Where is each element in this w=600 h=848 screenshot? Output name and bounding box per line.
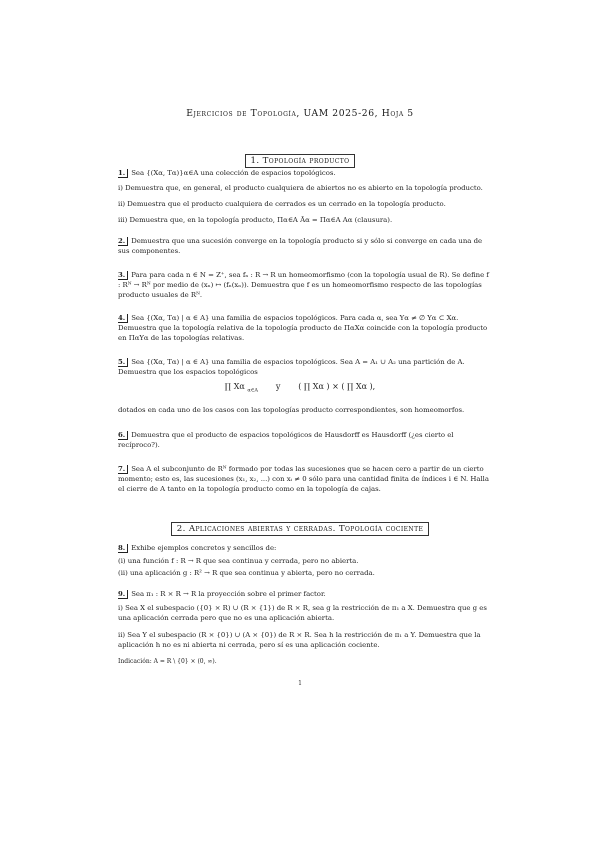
product-right: ( ∏ Xα ) × ( ∏ Xα ),: [298, 382, 376, 391]
exercise-3: 3. Para para cada n ∈ N = Z⁺, sea fₙ : R → R un homeomorfismo (con la topología usual de R). Se define f : Rᴺ → Rᴺ por medio de (xₙ) ↦ (fₙ(xₙ)). Demuestra que f es un homeomorfismo respecto de las topologías producto usuales de Rᴺ.: [118, 271, 489, 300]
page-number: 1: [298, 680, 302, 687]
product-left: ∏ Xα: [224, 382, 245, 391]
exercise-1-intro: 1. Sea {(Xα, Tα)}α∈A una colección de espacios topológicos.: [118, 169, 336, 177]
exercise-number: 8.: [118, 544, 128, 553]
exercise-5: 5. Sea {(Xα, Tα) | α ∈ A} una familia de espacios topológicos. Sea A = A₁ ∪ A₂ una partición de A. Demuestra que los espacios topológicos: [118, 358, 465, 377]
exercise-4: 4. Sea {(Xα, Tα) | α ∈ A} una familia de espacios topológicos. Para cada α, sea Yα ≠ ∅ Yα ⊂ Xα. Demuestra que la topología relativa de la topología producto de ΠαXα coincide con la topología producto en ΠαYα de las topologías relativas.: [118, 314, 488, 343]
exercise-number: 4.: [118, 314, 128, 323]
exercise-number: 6.: [118, 431, 128, 440]
section-header-1: 1. Topología producto: [0, 148, 600, 168]
exercise-number: 1.: [118, 169, 128, 178]
exercise-number: 5.: [118, 358, 128, 367]
exercise-6: 6. Demuestra que el producto de espacios topológicos de Hausdorff es Hausdorff (¿es cierto el recíproco?).: [118, 431, 454, 450]
exercise-1-item-iii: iii) Demuestra que, en la topología producto, Πα∈A Āα = Πα∈A Aα (clausura).: [118, 216, 393, 224]
exercise-1-item-i: i) Demuestra que, en general, el producto cualquiera de abiertos no es abierto en la topología producto.: [118, 184, 483, 192]
exercise-number: 2.: [118, 237, 128, 246]
exercise-8-item-i: (i) una función f : R → R que sea continua y cerrada, pero no abierta.: [118, 557, 359, 565]
exercise-8-item-ii: (ii) una aplicación g : R² → R que sea continua y abierta, pero no cerrada.: [118, 569, 375, 577]
exercise-number: 7.: [118, 465, 128, 474]
exercise-9-hint: Indicación: A = R \ {0} × (0, ∞).: [118, 658, 217, 665]
exercise-1-item-ii: ii) Demuestra que el producto cualquiera de cerrados es un cerrado en la topología producto.: [118, 200, 446, 208]
exercise-9-item-i: i) Sea X el subespacio ({0} × R) ∪ (R × {1}) de R × R, sea g la restricción de π₁ a X. Demuestra que g es una aplicación cerrada pero que no es una aplicación abierta.: [118, 604, 487, 623]
exercise-9-intro: 9. Sea π₁ : R × R → R la proyección sobre el primer factor.: [118, 590, 326, 598]
exercise-8-intro: 8. Exhibe ejemplos concretos y sencillos de:: [118, 544, 277, 552]
exercise-number: 9.: [118, 590, 128, 599]
exercise-2: 2. Demuestra que una sucesión converge en la topología producto si y sólo si converge en cada una de sus componentes.: [118, 237, 483, 256]
section-header-2: 2. Aplicaciones abiertas y cerradas. Topología cociente: [0, 516, 600, 536]
exercise-5-formula: ∏ Xα $_{\alpha\in A}$ y ( ∏ Xα ) × ( ∏ Xα ),: [224, 382, 376, 394]
exercise-5-tail: dotados en cada uno de los casos con las topologías producto correspondientes, son homeomorfos.: [118, 406, 465, 414]
page-title: Ejercicios de Topología, UAM 2025-26, Hoja 5: [186, 108, 414, 119]
exercise-number: 3.: [118, 271, 128, 280]
exercise-7: 7. Sea A el subconjunto de Rᴺ formado por todas las sucesiones que se hacen cero a partir de un cierto momento; esto es, las sucesiones (x₁, x₂, ...) con xᵢ ≠ 0 sólo para una cantidad finita de índices i ∈ N. Halla el cierre de A tanto en la topología producto como en la topología de cajas.: [118, 465, 489, 494]
exercise-9-item-ii: ii) Sea Y el subespacio (R × {0}) ∪ (A × {0}) de R × R. Sea h la restricción de π₁ a Y. Demuestra que la aplicación h no es ni abierta ni cerrada, pero sí es una aplicación cociente.: [118, 631, 481, 650]
